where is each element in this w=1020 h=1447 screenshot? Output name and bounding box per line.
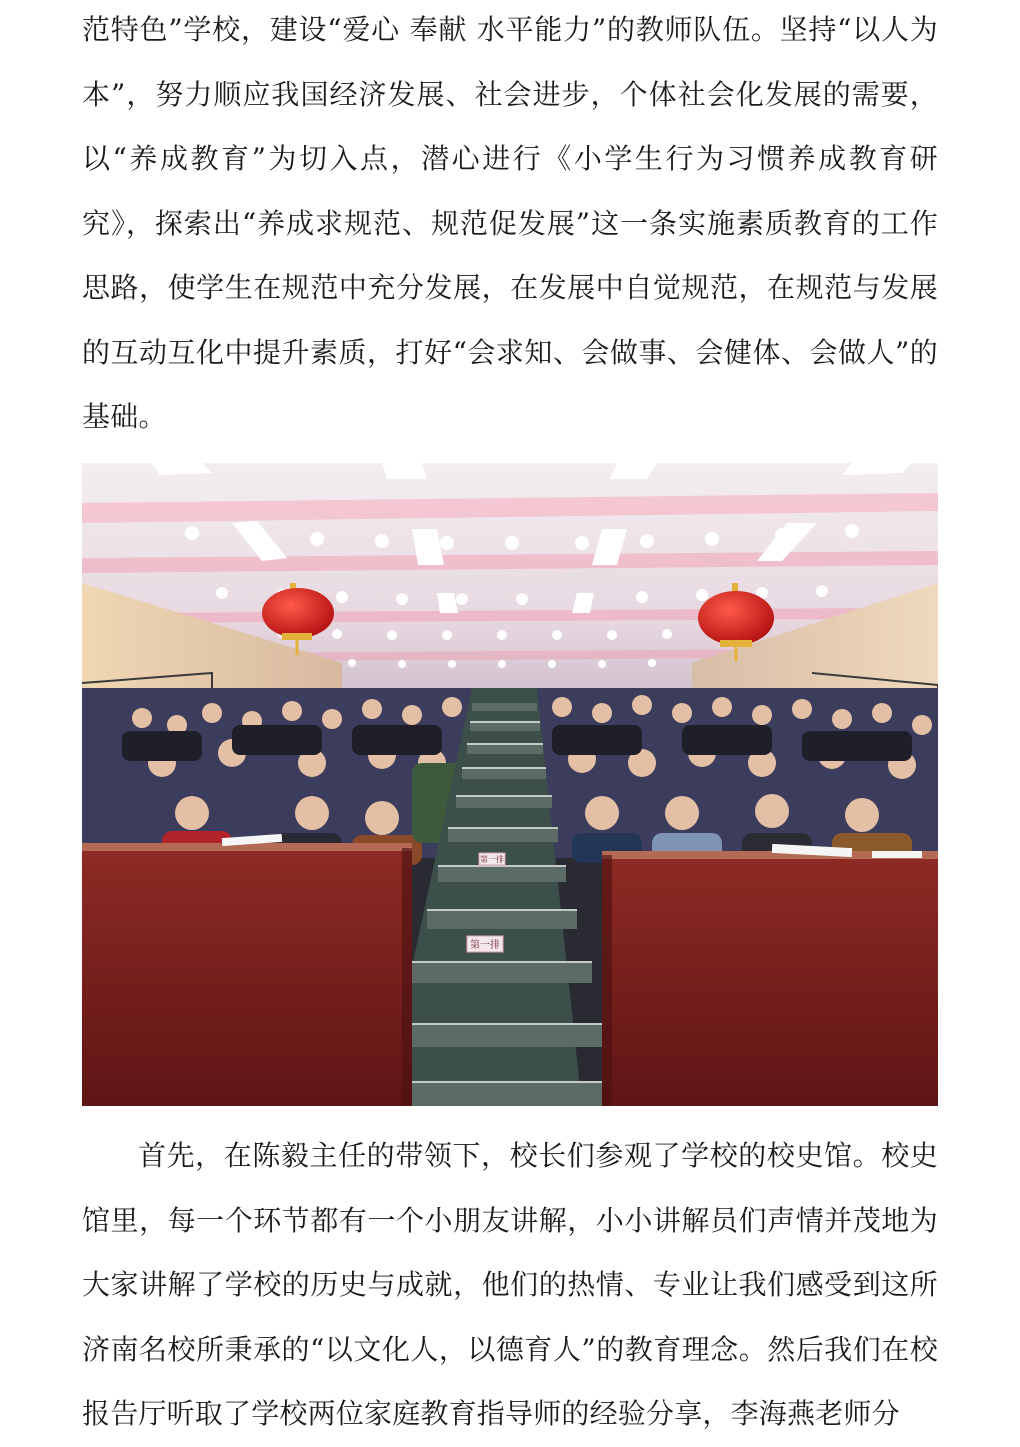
podium-right [602, 851, 938, 1106]
step-label-lower-text: 第一排 [470, 940, 500, 951]
step-label-upper-text: 第一排 [480, 855, 504, 864]
document-page [82, 0, 938, 450]
paragraph-top: 范特色”学校，建设“爱心 奉献 水平能力”的教师队伍。坚持“以人为本”，努力顺应我国经济发展、社会进步，个体社会化发展的需要，以“养成教育”为切入点，潜心进行《小学生行为习惯养成教育研究》，探索出“养成求规范、规范促发展”这一条实施素质教育的工作思路，使学生在规范中充分发展，在发展中自觉规范，在规范与发展的互动互化中提升素质，打好“会求知、会做事、会健体、会做人”的基础。 [82, 13, 938, 433]
podium-left [82, 843, 412, 1106]
auditorium-illustration [82, 463, 938, 1106]
paragraph-bottom: 首先，在陈毅主任的带领下，校长们参观了学校的校史馆。校史馆里，每一个环节都有一个小朋友讲解，小小讲解员们声情并茂地为大家讲解了学校的历史与成就，他们的热情、专业让我们感受到这所济南名校所秉承的“以文化人，以德育人”的教育理念。然后我们在校报告厅听取了学校两位家庭教育指导师的经验分享，李海燕老师分 [82, 1139, 938, 1430]
auditorium-photo [82, 463, 938, 1106]
bottom-text-block [82, 1124, 938, 1447]
